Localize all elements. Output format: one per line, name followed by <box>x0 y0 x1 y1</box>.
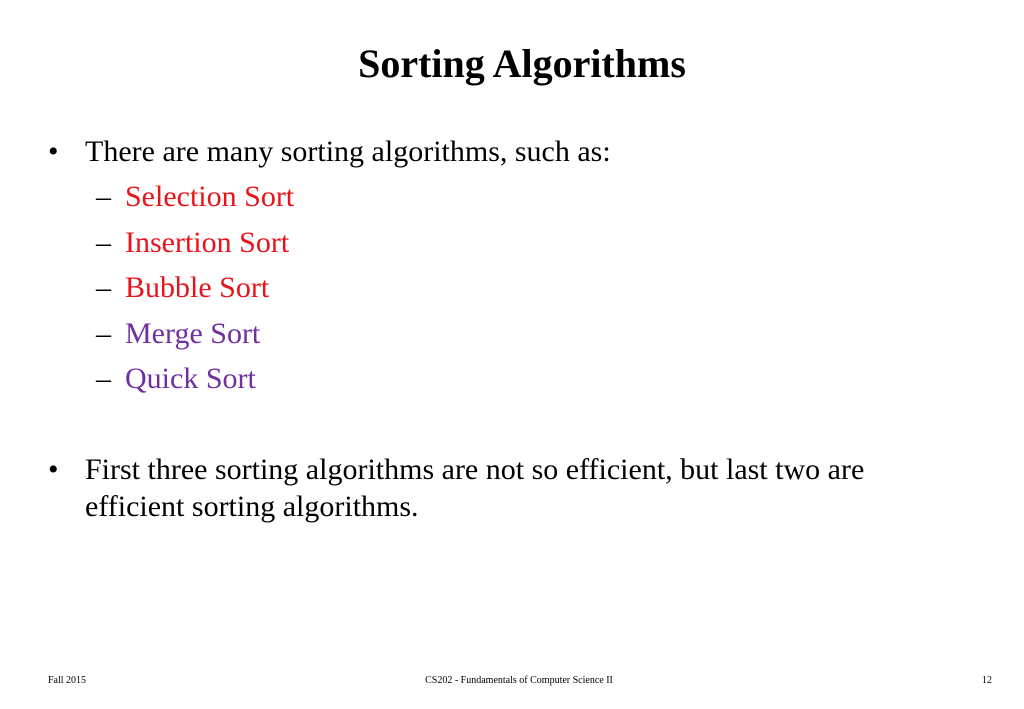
list-item-insertion-sort <box>96 224 294 270</box>
footer-course: CS202 - Fundamentals of Computer Science II <box>425 675 613 686</box>
footer-page-number: 12 <box>982 675 992 686</box>
sorting-algorithm-list <box>96 178 294 406</box>
list-item-selection-sort <box>96 178 294 224</box>
list-item-text: Bubble Sort <box>125 271 270 304</box>
dash-marker: – <box>96 316 111 350</box>
list-item-text: Quick Sort <box>125 362 256 395</box>
list-item-quick-sort <box>96 360 294 406</box>
dash-marker: – <box>96 225 111 259</box>
list-item-text: Selection Sort <box>125 180 295 213</box>
bullet-marker: • <box>48 135 59 168</box>
dash-marker: – <box>96 362 111 395</box>
bullet-text: There are many sorting algorithms, such as: <box>85 135 611 168</box>
slide-title: Sorting Algorithms <box>358 41 686 86</box>
bullet-text: First three sorting algorithms are not so efficient, but last two are efficient sorting algorithms. <box>85 453 865 523</box>
dash-marker: – <box>96 271 111 304</box>
list-item-merge-sort <box>96 315 294 361</box>
dash-marker: – <box>96 180 111 213</box>
bullet-marker: • <box>48 453 59 486</box>
list-item-text: Merge Sort <box>125 316 261 350</box>
list-item-text: Insertion Sort <box>125 225 290 259</box>
list-item-bubble-sort <box>96 269 294 315</box>
footer-date: Fall 2015 <box>48 675 87 686</box>
